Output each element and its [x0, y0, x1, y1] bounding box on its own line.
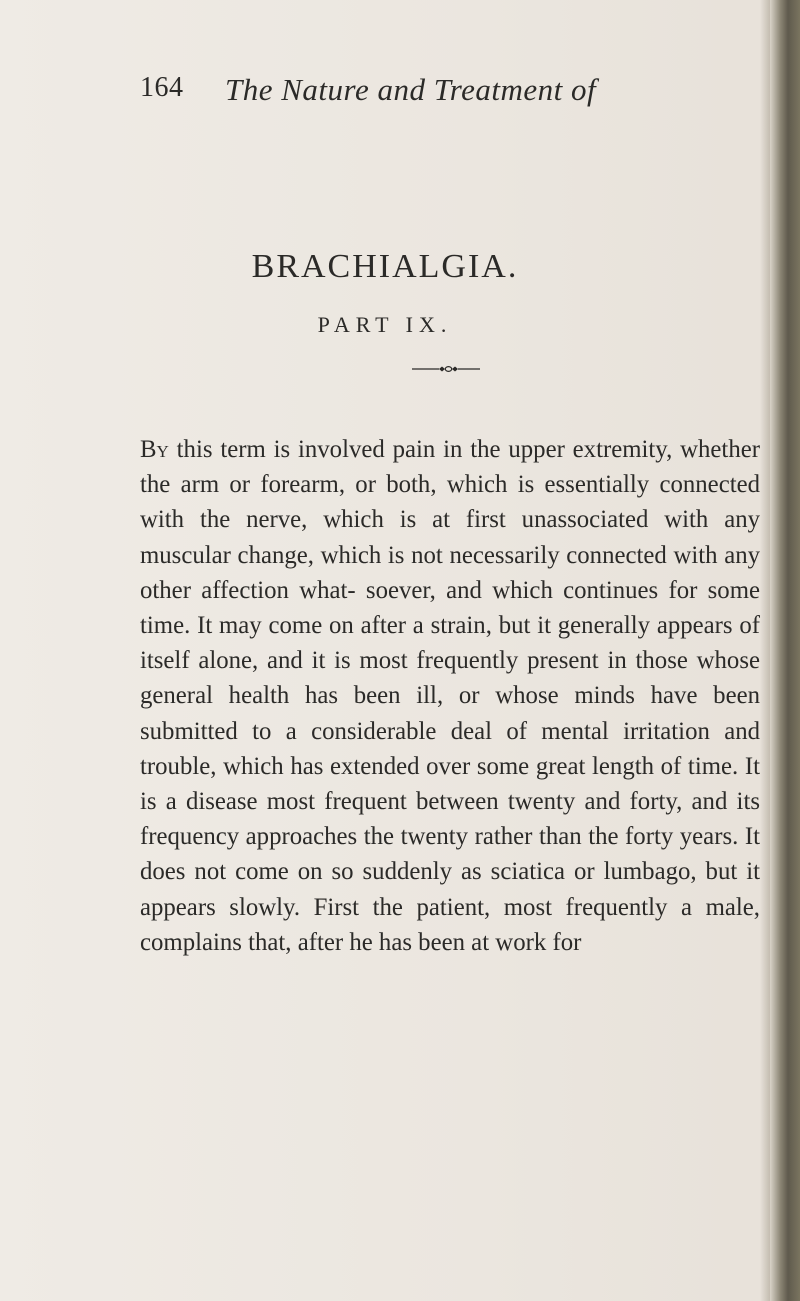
ornamental-rule: [412, 364, 480, 374]
paragraph-rest: this term is involved pain in the upper extremity, whether the arm or forearm, or both, which is essentially connected with the nerve, which is at first unassociated with any muscular change, which is not necessarily connected with any other affection what- soever, and which continues for some time. It may come on after a strain, but it generally appears of itself alone, and it is most frequently present in those whose general health has been ill, or whose minds have been submitted to a considerable deal of mental irritation and trouble, which has extended over some great length of time. It is a disease most frequent between twenty and forty, and its frequency approaches the twenty rather than the forty years. It does not come on so suddenly as sciatica or lumbago, but it appears slowly. First the patient, most frequently a male, complains that, after he has been at work for: [140, 436, 760, 956]
running-title: The Nature and Treatment of: [225, 72, 597, 107]
page-number: 164: [140, 72, 184, 103]
opening-word: By: [140, 436, 169, 463]
page-edge-shadow: [770, 0, 800, 1301]
part-label: PART IX.: [317, 312, 453, 337]
body-paragraph: [140, 432, 760, 960]
paragraph-text: [140, 432, 760, 960]
chapter-title: BRACHIALGIA.: [251, 248, 519, 285]
